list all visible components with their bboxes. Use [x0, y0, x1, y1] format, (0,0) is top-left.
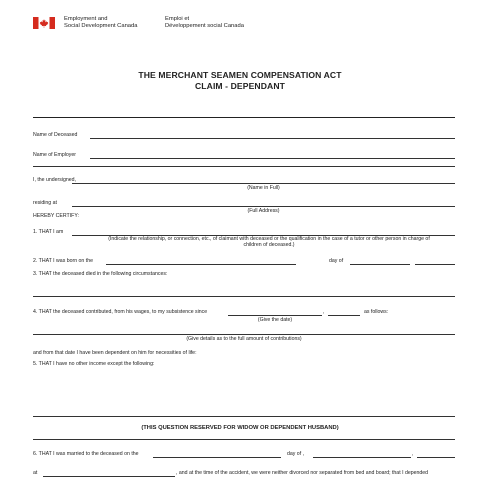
relationship-hint-line2: children of deceased.) — [243, 242, 295, 248]
full-address-hint: (Full Address) — [247, 208, 280, 214]
section-divider — [33, 166, 455, 167]
question-6-comma: , — [412, 451, 414, 457]
contribution-start-date-field[interactable] — [228, 315, 322, 316]
contribution-details-field[interactable] — [33, 334, 455, 335]
dependent-statement: and from that date I have been dependent on him for necessities of life: — [33, 350, 197, 356]
reserved-question-heading: (THIS QUESTION RESERVED FOR WIDOW OR DEPENDENT HUSBAND) — [141, 425, 339, 431]
department-en-line1: Employment and — [64, 16, 108, 22]
hereby-certify-label: HEREBY CERTIFY: — [33, 213, 79, 219]
question-4-label: 4. THAT the deceased contributed, from his wages, to my subsistence since — [33, 309, 208, 315]
name-of-employer-label: Name of Employer — [33, 152, 76, 158]
marriage-year-field[interactable] — [417, 457, 455, 458]
other-income-field[interactable] — [33, 416, 455, 417]
question-3-label: 3. THAT the deceased died in the following circumstances: — [33, 271, 168, 277]
name-of-deceased-field[interactable] — [90, 138, 455, 139]
claimant-full-name-field[interactable] — [72, 183, 455, 184]
residing-at-label: residing at — [33, 200, 57, 206]
department-fr-line1: Emploi et — [165, 16, 190, 22]
department-name-french — [165, 16, 244, 30]
marriage-month-field[interactable] — [313, 457, 411, 458]
marriage-place-field[interactable] — [43, 476, 175, 477]
department-en-line2: Social Development Canada — [64, 23, 138, 29]
question-6-label: 6. THAT I was married to the deceased on the — [33, 451, 139, 457]
name-of-employer-field[interactable] — [90, 158, 455, 159]
department-name-english — [64, 16, 137, 30]
department-fr-line2: Développement social Canada — [165, 23, 244, 29]
form-title: THE MERCHANT SEAMEN COMPENSATION ACT — [138, 70, 342, 80]
question-2-label: 2. THAT I was born on the — [33, 258, 93, 264]
give-the-date-hint: (Give the date) — [257, 317, 293, 323]
death-circumstances-field[interactable] — [33, 296, 455, 297]
question-4-as-follows: as follows: — [364, 309, 389, 315]
reserved-section-divider — [33, 439, 455, 440]
contribution-start-year-field[interactable] — [328, 315, 360, 316]
question-1-label: 1. THAT I am — [33, 229, 64, 235]
question-4-comma: , — [323, 309, 325, 315]
question-5-label: 5. THAT I have no other income except the following: — [33, 361, 155, 367]
canada-flag-icon — [33, 17, 55, 29]
name-in-full-hint: (Name in Full) — [247, 185, 280, 191]
marriage-day-field[interactable] — [153, 457, 281, 458]
accident-statement: , and at the time of the accident, we were neither divorced nor separated from bed and board; that I depended — [176, 470, 429, 476]
birth-month-field[interactable] — [350, 264, 410, 265]
form-subtitle: CLAIM - DEPENDANT — [194, 81, 286, 91]
relationship-hint-line1: (Indicate the relationship, or connection, etc., of claimant with deceased or the qualification in the case of a tutor or other person in charge of — [108, 236, 430, 242]
birth-year-field[interactable] — [415, 264, 455, 265]
undersigned-label: I, the undersigned, — [33, 177, 76, 183]
top-divider — [33, 117, 455, 118]
full-address-field[interactable] — [72, 206, 455, 207]
at-label: at — [33, 470, 38, 476]
contribution-details-hint: (Give details as to the full amount of contributions) — [186, 336, 302, 342]
name-of-deceased-label: Name of Deceased — [33, 132, 78, 138]
question-2-day-of: day of — [329, 258, 344, 264]
birth-day-field[interactable] — [106, 264, 296, 265]
question-6-day-of: day of , — [287, 451, 305, 457]
